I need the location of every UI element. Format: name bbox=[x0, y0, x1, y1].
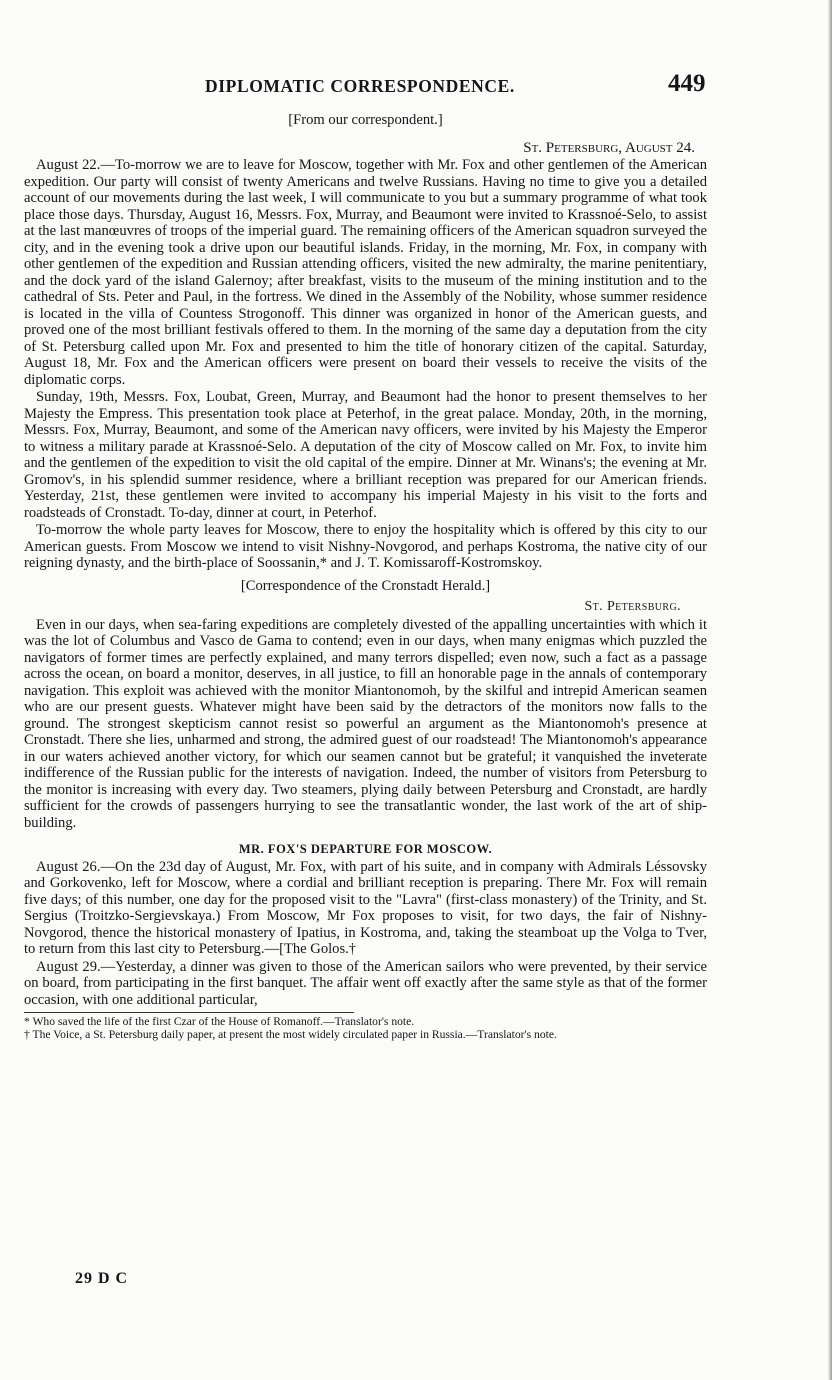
paragraph-august-29: August 29.—Yesterday, a dinner was given to those of the American sailors who were prevented, by their service on board, from participating in the first banquet. The affair went off exactly after the same style as that of the former occasion, with one additional particular, bbox=[24, 958, 707, 1008]
footnote-golos: † The Voice, a St. Petersburg daily paper, at present the most widely circulated paper in Russia.—Translator's note. bbox=[24, 1028, 557, 1041]
footnotes bbox=[24, 1015, 707, 1041]
paragraph-sunday-19th: Sunday, 19th, Messrs. Fox, Loubat, Green, Murray, and Beaumont had the honor to present themselves to her Majesty the Empress. This presentation took place at Peterhof, in the great palace. Monday, 20th, in the morning, Messrs. Fox, Murray, Beaumont, and some of the American navy officers, were invited by his Majesty the Emperor to witness a military parade at Krassnoé-Selo. A deputation of the city of Moscow called on Mr. Fox, to invite him and the gentlemen of the expedition to visit the old capital of the empire. Dinner at Mr. Winans's; the evening at Mr. Gromov's, in his splendid summer residence, where a brilliant reception was prepared for our American friends. Yesterday, 21st, these gentlemen were invited to accompany his imperial Majesty in his visit to the forts and roadsteads of Cronstadt. To-day, dinner at court, in Peterhof. bbox=[24, 389, 707, 521]
running-title: DIPLOMATIC CORRESPONDENCE. bbox=[205, 76, 515, 96]
footnote-rule bbox=[24, 1012, 354, 1013]
paragraph-august-22: August 22.—To-morrow we are to leave for Moscow, together with Mr. Fox and other gentlemen of the American expedition. Our party will consist of twenty Americans and twelve Russians. Having no time to give you a detailed account of our movements during the last week, I will communicate to you but a summary programme of what took place those days. Thursday, August 16, Messrs. Fox, Murray, and Beaumont were invited to Krassnoé-Selo, to assist at the last manœuvres of troops of the imperial guard. The remaining officers of the American squadron surveyed the city, and in the evening took a drive upon our beautiful islands. Friday, in the morning, Mr. Fox, in company with other gentlemen of the expedition and Russian attending officers, visited the new admiralty, the marine penitentiary, and the dock yard of the island Galernoy; after breakfast, visits to the museum of the mining institution and to the cathedral of Sts. Peter and Paul, in the fortress. We dined in the Assembly of the Nobility, whose summer residence is located in the villa of Countess Strogonoff. This dinner was organized in honor of the American guests, and proved one of the most brilliant festivals offered to them. In the morning of the same day a deputation from the city of St. Petersburg called upon Mr. Fox and presented to him the title of honorary citizen of the capital. Saturday, August 18, Mr. Fox and the American officers were present on board their vessels to receive the visits of the diplomatic corps. bbox=[24, 157, 707, 388]
page-edge bbox=[828, 0, 832, 1380]
section-heading-correspondent: [From our correspondent.] bbox=[288, 112, 443, 128]
section-heading-fox-departure: MR. FOX'S DEPARTURE FOR MOSCOW. bbox=[238, 842, 493, 856]
paragraph-miantonomoh: Even in our days, when sea-faring expeditions are completely divested of the appalling uncertainties with which it was the lot of Columbus and Vasco de Gama to contend; even in our days, when many enigmas which puzzled the navigators of former times are perfectly explained, and many terrors dispelled; even now, such a fact as a passage across the ocean, on board a monitor, deserves, in all justice, to fill an honorable page in the annals of contemporary navigation. This exploit was achieved with the monitor Miantonomoh, by the skilful and intrepid American seamen who are our present guests. Whatever might have been said by the detractors of the monitors now falls to the ground. The strongest skepticism cannot resist so powerful an argument as the Miantonomoh's presence at Cronstadt. There she lies, unharmed and strong, the admired guest of our roadstead! The Miantonomoh's appearance in our waters achieved another victory, for which our seamen cannot but be grateful; it vanquished the inveterate indifference of the Russian public for the interests of navigation. Indeed, the number of visitors from Petersburg to the monitor is increasing with every day. Two steamers, plying daily between Petersburg and Cronstadt, are hardly sufficient for the crowds of passengers hurrying to see the transatlantic wonder, the last work of the art of ship-building. bbox=[24, 616, 707, 831]
footnote-romanoff: * Who saved the life of the first Czar of the House of Romanoff.—Translator's note. bbox=[24, 1015, 415, 1028]
document-body bbox=[24, 112, 707, 1041]
running-head bbox=[0, 70, 832, 100]
paragraph-tomorrow-moscow: To-morrow the whole party leaves for Moscow, there to enjoy the hospitality which is offered by this city to our American guests. From Moscow we intend to visit Nishny-Novgorod, and perhaps Kostroma, the native city of our reigning dynasty, and the birth-place of Soossanin,* and J. T. Komissaroff-Kostromskoy. bbox=[24, 522, 707, 571]
dateline-st-petersburg-aug-24: St. Petersburg, August 24. bbox=[523, 139, 695, 156]
section-heading-cronstadt-herald: [Correspondence of the Cronstadt Herald.] bbox=[240, 577, 491, 594]
printer-signature: 29 D C bbox=[75, 1270, 129, 1287]
page-number: 449 bbox=[668, 70, 706, 97]
paragraph-august-26: August 26.—On the 23d day of August, Mr. Fox, with part of his suite, and in company with Admirals Léssovsky and Gorkovenko, left for Moscow, where a cordial and brilliant reception is preparing. There Mr. Fox will remain five days; of this number, one day for the proposed visit to the "Lavra" (first-class monastery) of the Trinity, and St. Sergius (Troitzko-Sergievskaya.) From Moscow, Mr Fox proposes to visit, for two days, the fair of Nishny-Novgorod, thence the historical monastery of Ipatius, in Kostroma, and, taking the steamboat up the Volga to Tver, to return from this last city to Petersburg.—[The Golos.† bbox=[24, 858, 707, 957]
dateline-st-petersburg: St. Petersburg. bbox=[584, 599, 681, 614]
